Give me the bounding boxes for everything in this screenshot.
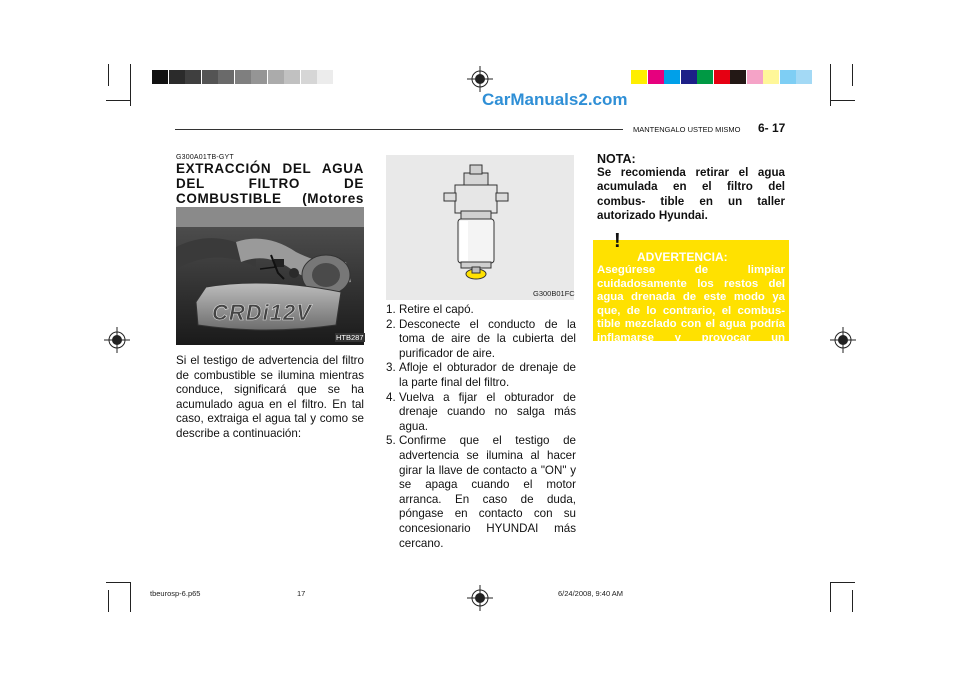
step-number: 1.: [386, 303, 396, 316]
crop-mark: [831, 582, 855, 583]
grayscale-swatch: [284, 70, 300, 84]
step-item: [386, 361, 576, 390]
engine-caption: HTB287: [336, 333, 364, 342]
step-text: Confirme que el testigo de advertencia se ilumina al hacer girar la llave de contacto a "ON" y se apaga cuando el motor arranca. En caso de duda, póngase en contacto con su concesionario HYUNDAI más cercano.: [399, 434, 576, 550]
section-code: G300A01TB-GYT: [176, 154, 234, 161]
step-number: 4.: [386, 390, 396, 404]
step-text: Retire el capó.: [399, 303, 474, 316]
color-swatch: [747, 70, 763, 84]
engine-cover-label: CRDi12V: [212, 300, 312, 325]
filter-figure: [386, 155, 574, 300]
registration-mark-icon: [830, 327, 856, 353]
section-title: EXTRACCIÓN DEL AGUA DEL FILTRO DE COMBUSTIBLE (Motores: [176, 161, 364, 206]
step-number: 2.: [386, 317, 396, 331]
color-swatch: [730, 70, 746, 84]
warning-symbol: !: [614, 230, 621, 252]
warning-text: Asegúrese de limpiar cuidadosamente los restos del agua drenada de este modo ya que, de lo contrario, el combus- tible mezclado con el agua podría inflamarse y provocar un incendio.: [597, 264, 785, 358]
registration-mark-icon: [467, 585, 493, 611]
step-number: 5.: [386, 434, 396, 448]
grayscale-swatch: [169, 70, 185, 84]
crop-mark: [852, 590, 853, 612]
steps-list: [386, 303, 576, 551]
crop-mark: [108, 64, 109, 86]
grayscale-swatch: [218, 70, 234, 84]
page-number: 6- 17: [758, 121, 786, 135]
crop-mark: [106, 100, 130, 101]
warning-title: ADVERTENCIA:: [637, 250, 728, 264]
crop-mark: [852, 64, 853, 86]
color-swatch: [631, 70, 647, 84]
crop-mark: [831, 100, 855, 101]
step-number: 3.: [386, 361, 396, 375]
color-swatch: [681, 70, 697, 84]
header-section-title: MANTENGALO USTED MISMO: [633, 125, 741, 134]
grayscale-swatch: [317, 70, 333, 84]
color-swatch: [648, 70, 664, 84]
engine-photo: [176, 207, 364, 345]
filter-caption: G300B01FC: [533, 289, 575, 298]
grayscale-swatch: [251, 70, 267, 84]
footer-date: 6/24/2008, 9:40 AM: [558, 589, 624, 598]
step-item: [386, 434, 576, 551]
nota-title: NOTA:: [597, 152, 636, 166]
footer-page: 17: [297, 589, 306, 598]
footer-file: tbeurosp-6.p65: [150, 589, 201, 598]
grayscale-swatch: [301, 70, 317, 84]
color-swatch: [796, 70, 812, 84]
intro-text: Si el testigo de advertencia del filtro de combustible se ilumina mientras conduce, significará que se ha acumulado agua en el filtro. En tal caso, extraiga el agua tal y como se describe a continuación:: [176, 354, 364, 440]
registration-mark-icon: [104, 327, 130, 353]
color-swatch: [697, 70, 713, 84]
warning-box: [593, 230, 789, 358]
grayscale-swatch: [185, 70, 201, 84]
grayscale-swatch: [202, 70, 218, 84]
step-item: [386, 391, 576, 435]
nota-text: Se recomienda retirar el agua acumulada en el filtro del combus- tible en un taller autorizado Hyundai.: [597, 166, 785, 223]
grayscale-swatch: [235, 70, 251, 84]
engine-image: [176, 207, 364, 345]
color-swatch: [780, 70, 796, 84]
watermark[interactable]: CarManuals2.com: [482, 90, 628, 109]
step-item: [386, 318, 576, 362]
crop-mark: [830, 582, 831, 612]
step-text: Desconecte el conducto de la toma de aire de la cubierta del purificador de aire.: [399, 317, 576, 360]
step-text: Afloje el obturador de drenaje de la parte final del filtro.: [399, 361, 576, 389]
step-text: Vuelva a fijar el obturador de drenaje cuando no salga más agua.: [399, 390, 576, 433]
step-item: [386, 303, 576, 318]
color-swatch: [714, 70, 730, 84]
registration-mark-icon: [467, 66, 493, 92]
header-rule: [175, 129, 623, 130]
crop-mark: [130, 64, 131, 106]
color-swatch: [763, 70, 779, 84]
crop-mark: [108, 590, 109, 612]
crop-mark: [130, 582, 131, 612]
grayscale-swatch: [152, 70, 168, 84]
color-swatch: [664, 70, 680, 84]
grayscale-swatch: [268, 70, 284, 84]
fuel-filter-image: [386, 155, 574, 300]
crop-mark: [106, 582, 130, 583]
